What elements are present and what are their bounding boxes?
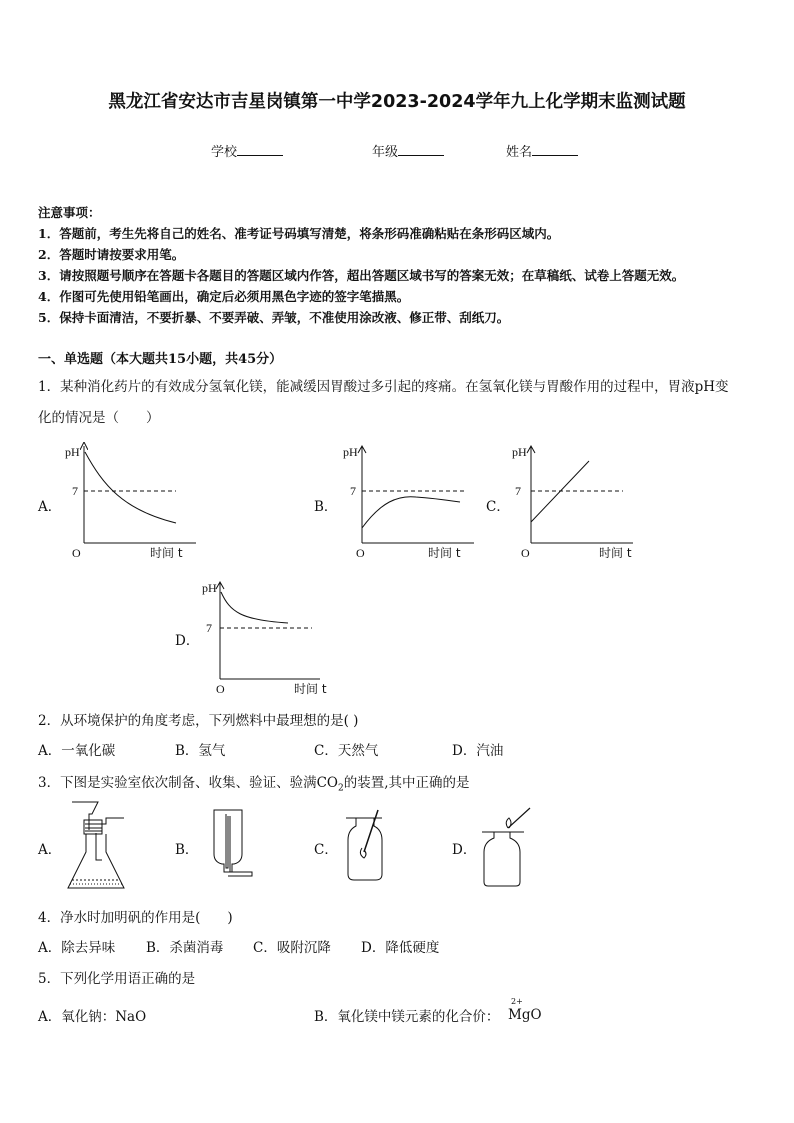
- school-field: [211, 141, 283, 160]
- ph-graph-d: [196, 576, 336, 698]
- y-axis-label: pH: [65, 445, 80, 459]
- apparatus-a-erlenmeyer-flask: [62, 800, 142, 896]
- name-field: [506, 141, 578, 160]
- origin-label: O: [521, 546, 530, 560]
- q1-option-b-label: B．: [314, 499, 338, 515]
- x-axis-label: 时间 t: [150, 546, 183, 560]
- q3-option-c-label: C．: [314, 842, 338, 858]
- q4-option-b: B．杀菌消毒: [146, 940, 224, 956]
- grade-label: 年级: [372, 145, 399, 160]
- origin-label: O: [216, 682, 225, 696]
- ph-graph-c: [505, 440, 645, 562]
- q3-stem-text-end: 的装置,其中正确的是: [343, 775, 470, 791]
- notice-item: 4．作图可先使用铅笔画出，确定后必须用黑色字迹的签字笔描黑。: [38, 289, 410, 304]
- ph-graph-a: [58, 440, 198, 562]
- apparatus-d-bottle-mouth-splint: [478, 804, 538, 888]
- apparatus-b-gas-bottle: [208, 806, 258, 886]
- y-axis-label: pH: [202, 581, 217, 595]
- q2-option-b: B．氢气: [175, 743, 226, 759]
- q2-stem: 2．从环境保护的角度考虑，下列燃料中最理想的是( ): [38, 713, 359, 729]
- q4-stem: 4．净水时加明矾的作用是( ): [38, 910, 233, 926]
- origin-label: O: [356, 546, 365, 560]
- q2-option-a: A．一氧化碳: [38, 743, 116, 759]
- q5-option-a: A．氧化钠：NaO: [38, 1009, 147, 1025]
- q3-option-b-label: B．: [175, 842, 199, 858]
- q3-stem-subscript: 2: [338, 783, 344, 794]
- x-axis-label: 时间 t: [294, 682, 327, 696]
- ph-line: [531, 461, 589, 522]
- q2-option-c: C．天然气: [314, 743, 379, 759]
- q4-option-a: A．除去异味: [38, 940, 116, 956]
- name-label: 姓名: [506, 145, 533, 160]
- q5-formula: MgO: [508, 1007, 542, 1023]
- q2-option-d: D．汽油: [452, 743, 504, 759]
- notice-item: 2．答题时请按要求用笔。: [38, 247, 185, 262]
- section-heading: 一、单选题（本大题共15小题，共45分）: [38, 352, 283, 367]
- origin-label: O: [72, 546, 81, 560]
- apparatus-c-bottle-with-splint: [342, 804, 392, 884]
- ph-graph-b: [336, 440, 476, 562]
- school-label: 学校: [211, 145, 238, 160]
- q4-option-d: D．降低硬度: [361, 940, 440, 956]
- q3-option-d-label: D．: [452, 842, 477, 858]
- q3-option-a-label: A．: [38, 842, 62, 858]
- q3-stem: [38, 771, 470, 794]
- q1-option-c-label: C．: [486, 499, 510, 515]
- q3-stem-text: 3．下图是实验室依次制备、收集、验证、验满CO: [38, 775, 338, 791]
- q1-option-d-label: D．: [175, 633, 200, 649]
- x-axis-label: 时间 t: [428, 546, 461, 560]
- q5-valence-mark: 2+: [511, 997, 523, 1006]
- notice-item: 5．保持卡面清洁，不要折暴、不要弄破、弄皱，不准使用涂改液、修正带、刮纸刀。: [38, 310, 510, 325]
- notice-heading: 注意事项：: [38, 205, 101, 220]
- ph-curve: [221, 592, 288, 623]
- ph-curve: [85, 452, 176, 523]
- tick-label: 7: [72, 484, 78, 498]
- x-axis-label: 时间 t: [599, 546, 632, 560]
- page-title: 黑龙江省安达市吉星岗镇第一中学2023-2024学年九上化学期末监测试题: [108, 92, 686, 112]
- grade-field: [372, 141, 444, 160]
- notice-item: 1．答题前，考生先将自己的姓名、准考证号码填写清楚，将条形码准确粘贴在条形码区域内。: [38, 226, 560, 241]
- q1-stem-line2: 化的情况是（ ）: [38, 410, 160, 426]
- notice-item: 3．请按照题号顺序在答题卡各题目的答题区域内作答，超出答题区域书写的答案无效；在草稿纸、试卷上答题无效。: [38, 268, 685, 283]
- y-axis-label: pH: [512, 445, 527, 459]
- q1-option-a-label: A．: [38, 499, 62, 515]
- q1-stem-line1: 1．某种消化药片的有效成分氢氧化镁，能减缓因胃酸过多引起的疼痛。在氢氧化镁与胃酸作用的过程中，胃液pH变: [38, 379, 729, 395]
- tick-label: 7: [515, 484, 521, 498]
- y-axis-label: pH: [343, 445, 358, 459]
- q4-option-c: C．吸附沉降: [253, 940, 331, 956]
- ph-curve: [362, 497, 460, 528]
- q5-option-b: B．氧化镁中镁元素的化合价：: [314, 1009, 500, 1025]
- tick-label: 7: [206, 621, 212, 635]
- tick-label: 7: [350, 484, 356, 498]
- q5-stem: 5．下列化学用语正确的是: [38, 971, 196, 987]
